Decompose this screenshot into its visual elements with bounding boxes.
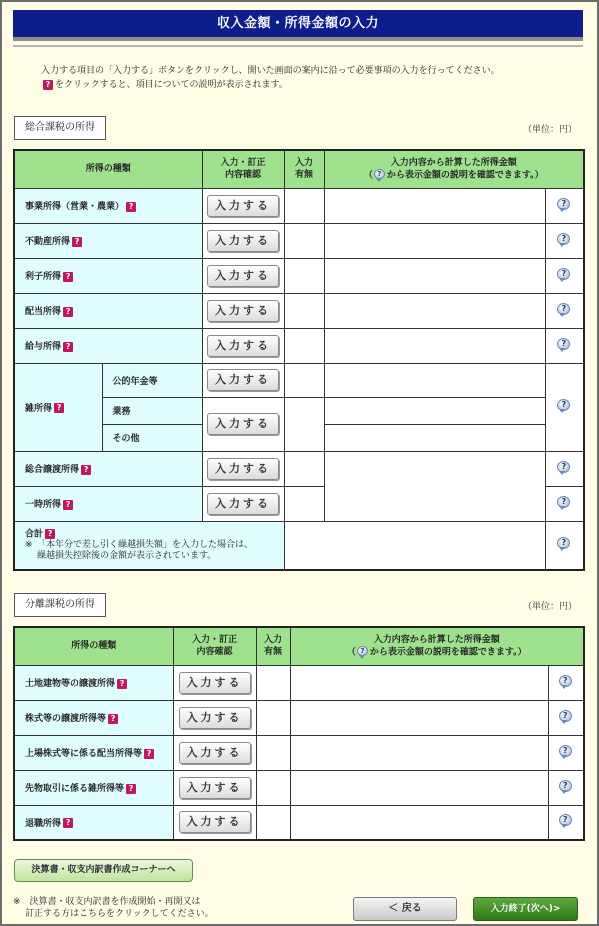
question-icon[interactable]: ? xyxy=(63,818,73,828)
help-icon[interactable]: ? xyxy=(557,813,575,828)
amount-cell xyxy=(324,328,545,363)
unit-label-sogo: （単位：円） xyxy=(523,125,578,135)
total-amount-cell xyxy=(284,521,545,570)
question-icon[interactable]: ? xyxy=(63,307,73,317)
status-cell xyxy=(284,328,324,363)
amount-cell xyxy=(324,293,545,328)
amount-cell xyxy=(324,188,545,223)
intro-text xyxy=(41,64,500,92)
header-status: 入力 有無 xyxy=(284,150,324,188)
amount-cell xyxy=(324,451,545,521)
question-icon[interactable]: ? xyxy=(45,529,55,539)
row-label: 給与所得 ? xyxy=(14,328,202,363)
amount-cell xyxy=(290,665,548,700)
input-button[interactable]: 入力する xyxy=(207,195,279,217)
question-icon[interactable]: ? xyxy=(144,749,154,759)
misc-sub-business: 業務 xyxy=(102,397,202,424)
input-button[interactable]: 入力する xyxy=(207,413,279,435)
question-icon[interactable]: ? xyxy=(81,465,91,475)
amount-cell xyxy=(324,258,545,293)
question-icon: ? xyxy=(43,80,53,90)
input-button[interactable]: 入力する xyxy=(179,707,251,729)
settlement-corner-button[interactable]: 決算書・収支内訳書作成コーナーへ xyxy=(14,859,193,882)
status-cell xyxy=(256,805,290,840)
input-button[interactable]: 入力する xyxy=(179,742,251,764)
status-cell xyxy=(256,665,290,700)
help-icon[interactable]: ? xyxy=(555,197,573,212)
question-icon[interactable]: ? xyxy=(54,403,64,413)
question-icon[interactable]: ? xyxy=(63,342,73,352)
bunri-table xyxy=(13,626,585,841)
title-divider xyxy=(13,37,583,41)
footer-note-1: ※ 決算書・収支内訳書を作成開始・再開又は xyxy=(13,897,201,907)
input-button[interactable]: 入力する xyxy=(179,811,251,833)
status-cell xyxy=(284,397,324,451)
total-label: 合計 xyxy=(25,529,44,539)
next-button[interactable]: 入力終了(次へ)> xyxy=(473,897,578,921)
header-amount: 入力内容から計算した所得金額 （ ? から表示金額の説明を確認できます。） xyxy=(290,627,584,665)
misc-sub-other: その他 xyxy=(102,424,202,451)
row-label: 土地建物等の譲渡所得 ? xyxy=(14,665,173,700)
help-icon[interactable]: ? xyxy=(557,674,575,689)
help-icon[interactable]: ? xyxy=(557,744,575,759)
total-note-2: 繰越損失控除後の金額が表示されています。 xyxy=(37,551,217,561)
row-label: 一時所得 ? xyxy=(14,486,202,521)
row-label: 上場株式等に係る配当所得等 ? xyxy=(14,735,173,770)
intro-line-1: 入力する項目の「入力する」ボタンをクリックし、開いた画面の案内に沿って必要事項の入力を行ってください。 xyxy=(41,66,500,76)
input-button[interactable]: 入力する xyxy=(207,265,279,287)
row-label: 利子所得 ? xyxy=(14,258,202,293)
intro-line-2-text: をクリックすると、項目についての説明が表示されます。 xyxy=(55,80,288,90)
status-cell xyxy=(256,700,290,735)
unit-label-bunri: （単位：円） xyxy=(523,602,578,612)
help-icon[interactable]: ? xyxy=(557,779,575,794)
status-cell xyxy=(284,363,324,397)
help-icon[interactable]: ? xyxy=(555,337,573,352)
amount-cell xyxy=(290,805,548,840)
input-button[interactable]: 入力する xyxy=(207,335,279,357)
input-button[interactable]: 入力する xyxy=(179,777,251,799)
title-divider-thin xyxy=(13,45,583,47)
misc-sub-pension: 公的年金等 xyxy=(102,363,202,397)
question-icon[interactable]: ? xyxy=(63,500,73,510)
row-label: 不動産所得 ? xyxy=(14,223,202,258)
sogo-table xyxy=(13,149,585,571)
amount-cell xyxy=(290,735,548,770)
amount-cell xyxy=(290,770,548,805)
question-icon[interactable]: ? xyxy=(108,714,118,724)
question-icon[interactable]: ? xyxy=(72,237,82,247)
row-label: 配当所得 ? xyxy=(14,293,202,328)
question-icon[interactable]: ? xyxy=(126,202,136,212)
question-icon[interactable]: ? xyxy=(63,272,73,282)
status-cell xyxy=(284,188,324,223)
amount-cell xyxy=(324,223,545,258)
help-icon: ? xyxy=(356,646,370,658)
status-cell xyxy=(284,451,324,486)
header-type: 所得の種類 xyxy=(14,627,173,665)
help-icon[interactable]: ? xyxy=(555,495,573,510)
input-button[interactable]: 入力する xyxy=(207,300,279,322)
input-button[interactable]: 入力する xyxy=(207,369,279,391)
input-button[interactable]: 入力する xyxy=(179,672,251,694)
header-input: 入力・訂正 内容確認 xyxy=(173,627,256,665)
row-label: 株式等の譲渡所得等 ? xyxy=(14,700,173,735)
question-icon[interactable]: ? xyxy=(126,784,136,794)
input-button[interactable]: 入力する xyxy=(207,493,279,515)
footer-note-2: 訂正する方はこちらをクリックしてください。 xyxy=(25,909,214,919)
input-button[interactable]: 入力する xyxy=(207,230,279,252)
row-label: 総合譲渡所得 ? xyxy=(14,451,202,486)
total-label-cell xyxy=(14,521,284,570)
help-icon[interactable]: ? xyxy=(555,398,573,413)
help-icon: ? xyxy=(373,169,387,181)
question-icon[interactable]: ? xyxy=(117,679,127,689)
intro-line-2 xyxy=(41,78,500,92)
help-icon[interactable]: ? xyxy=(555,232,573,247)
help-icon[interactable]: ? xyxy=(557,709,575,724)
status-cell xyxy=(256,735,290,770)
status-cell xyxy=(284,258,324,293)
amount-cell xyxy=(324,424,545,451)
footer-note xyxy=(13,896,214,920)
misc-label: 雑所得 ? xyxy=(14,363,102,451)
amount-cell xyxy=(290,700,548,735)
help-icon[interactable]: ? xyxy=(555,536,573,551)
page-title: 収入金額・所得金額の入力 xyxy=(13,10,583,37)
header-amount: 入力内容から計算した所得金額 （ ? から表示金額の説明を確認できます。） xyxy=(324,150,584,188)
amount-cell xyxy=(324,397,545,424)
section-label-bunri: 分離課税の所得 xyxy=(14,593,106,617)
status-cell xyxy=(284,223,324,258)
section-label-sogo: 総合課税の所得 xyxy=(14,116,106,140)
row-label: 先物取引に係る雑所得等 ? xyxy=(14,770,173,805)
status-cell xyxy=(256,770,290,805)
header-input: 入力・訂正 内容確認 xyxy=(202,150,284,188)
amount-cell xyxy=(324,363,545,397)
back-button[interactable]: ＜ 戻る xyxy=(353,897,457,921)
header-type: 所得の種類 xyxy=(14,150,202,188)
help-icon[interactable]: ? xyxy=(555,460,573,475)
status-cell xyxy=(284,486,324,521)
status-cell xyxy=(284,293,324,328)
row-label: 退職所得 ? xyxy=(14,805,173,840)
row-label: 事業所得（営業・農業） ? xyxy=(14,188,202,223)
total-note-1: ※ 「本年分で差し引く繰越損失額」を入力した場合は、 xyxy=(25,540,254,550)
help-icon[interactable]: ? xyxy=(555,267,573,282)
help-icon[interactable]: ? xyxy=(555,302,573,317)
input-button[interactable]: 入力する xyxy=(207,458,279,480)
header-status: 入力 有無 xyxy=(256,627,290,665)
